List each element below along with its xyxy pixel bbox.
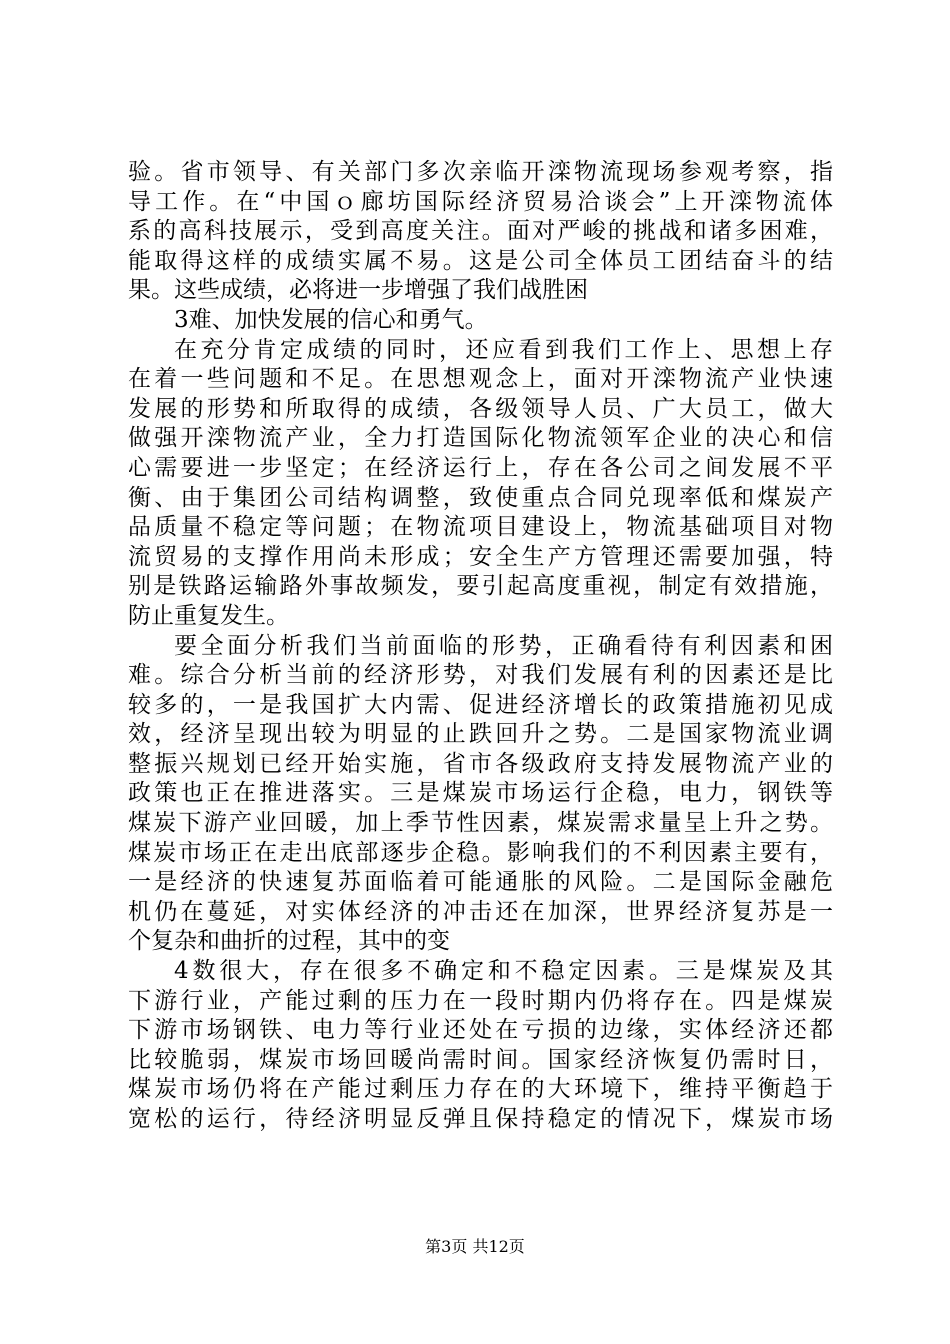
text-line: 煤炭市场正在走出底部逐步企稳。影响我们的不利因素主要有， [128,839,833,866]
text-line: 流贸易的支撑作用尚未形成；安全生产方管理还需要加强，特 [128,543,833,570]
text-line: 政策也正在推进落实。三是煤炭市场运行企稳，电力，钢铁等 [128,780,833,807]
text-line: 煤炭下游产业回暖，加上季节性因素，煤炭需求量呈上升之势。 [128,810,833,837]
text-line: 验。省市领导、有关部门多次亲临开滦物流现场参观考察，指 [128,159,833,185]
text-line: 较多的，一是我国扩大内需、促进经济增长的政策措施初见成 [128,691,833,718]
text-line: 在着一些问题和不足。在思想观念上，面对开滦物流产业快速 [128,366,833,393]
text-line: 品质量不稳定等问题；在物流项目建设上，物流基础项目对物 [128,514,833,541]
text-line: 别是铁路运输路外事故频发，要引起高度重视，制定有效措施， [128,573,833,600]
text-line: 果。这些成绩，必将进一步增强了我们战胜困 [128,277,588,304]
paragraph [128,158,833,306]
text-line: 下游市场钢铁、电力等行业还处在亏损的边缘，实体经济还都 [128,1017,833,1044]
text-line: 衡、由于集团公司结构调整，致使重点合同兑现率低和煤炭产 [128,484,833,511]
text-line: 能取得这样的成绩实属不易。这是公司全体员工团结奋斗的结 [128,247,833,274]
text-line: 下游行业，产能过剩的压力在一段时期内仍将存在。四是煤炭 [128,987,833,1014]
document-body [128,158,833,1135]
paragraph [128,957,833,1135]
text-line: 个复杂和曲折的过程，其中的变 [128,928,450,955]
text-line: 整振兴规划已经开始实施，省市各级政府支持发展物流产业的 [128,750,833,777]
text-line: 要全面分析我们当前面临的形势，正确看待有利因素和困 [174,632,833,659]
text-line: 效，经济呈现出较为明显的止跌回升之势。二是国家物流业调 [128,721,833,748]
text-line: 煤炭市场仍将在产能过剩压力存在的大环境下，维持平衡趋于 [128,1076,833,1103]
paragraph [128,632,833,958]
page-number-footer: 第3页 共12页 [425,1237,525,1256]
text-line: 心需要进一步坚定；在经济运行上，存在各公司之间发展不平 [128,454,833,481]
text-line: 机仍在蔓延，对实体经济的冲击还在加深，世界经济复苏是一 [128,898,833,925]
text-line: 在充分肯定成绩的同时，还应看到我们工作上、思想上存 [174,336,833,363]
text-line: 发展的形势和所取得的成绩，各级领导人员、广大员工，做大 [128,395,833,422]
text-line: 宽松的运行，待经济明显反弹且保持稳定的情况下，煤炭市场 [128,1106,833,1132]
text-line: 3难、加快发展的信心和勇气。 [174,306,488,333]
text-line: 导工作。在“中国ｏ廊坊国际经济贸易洽谈会”上开滦物流体 [128,188,833,215]
paragraph [128,306,833,336]
paragraph [128,336,833,632]
text-line: 系的高科技展示，受到高度关注。面对严峻的挑战和诸多困难， [128,218,833,245]
text-line: 难。综合分析当前的经济形势，对我们发展有利的因素还是比 [128,662,833,689]
text-line: 做强开滦物流产业，全力打造国际化物流领军企业的决心和信 [128,425,833,452]
text-line: 比较脆弱，煤炭市场回暖尚需时间。国家经济恢复仍需时日， [128,1046,833,1073]
text-line: 一是经济的快速复苏面临着可能通胀的风险。二是国际金融危 [128,869,833,896]
text-line: 4数很大，存在很多不确定和不稳定因素。三是煤炭及其 [174,958,833,985]
text-line: 防止重复发生。 [128,602,289,629]
